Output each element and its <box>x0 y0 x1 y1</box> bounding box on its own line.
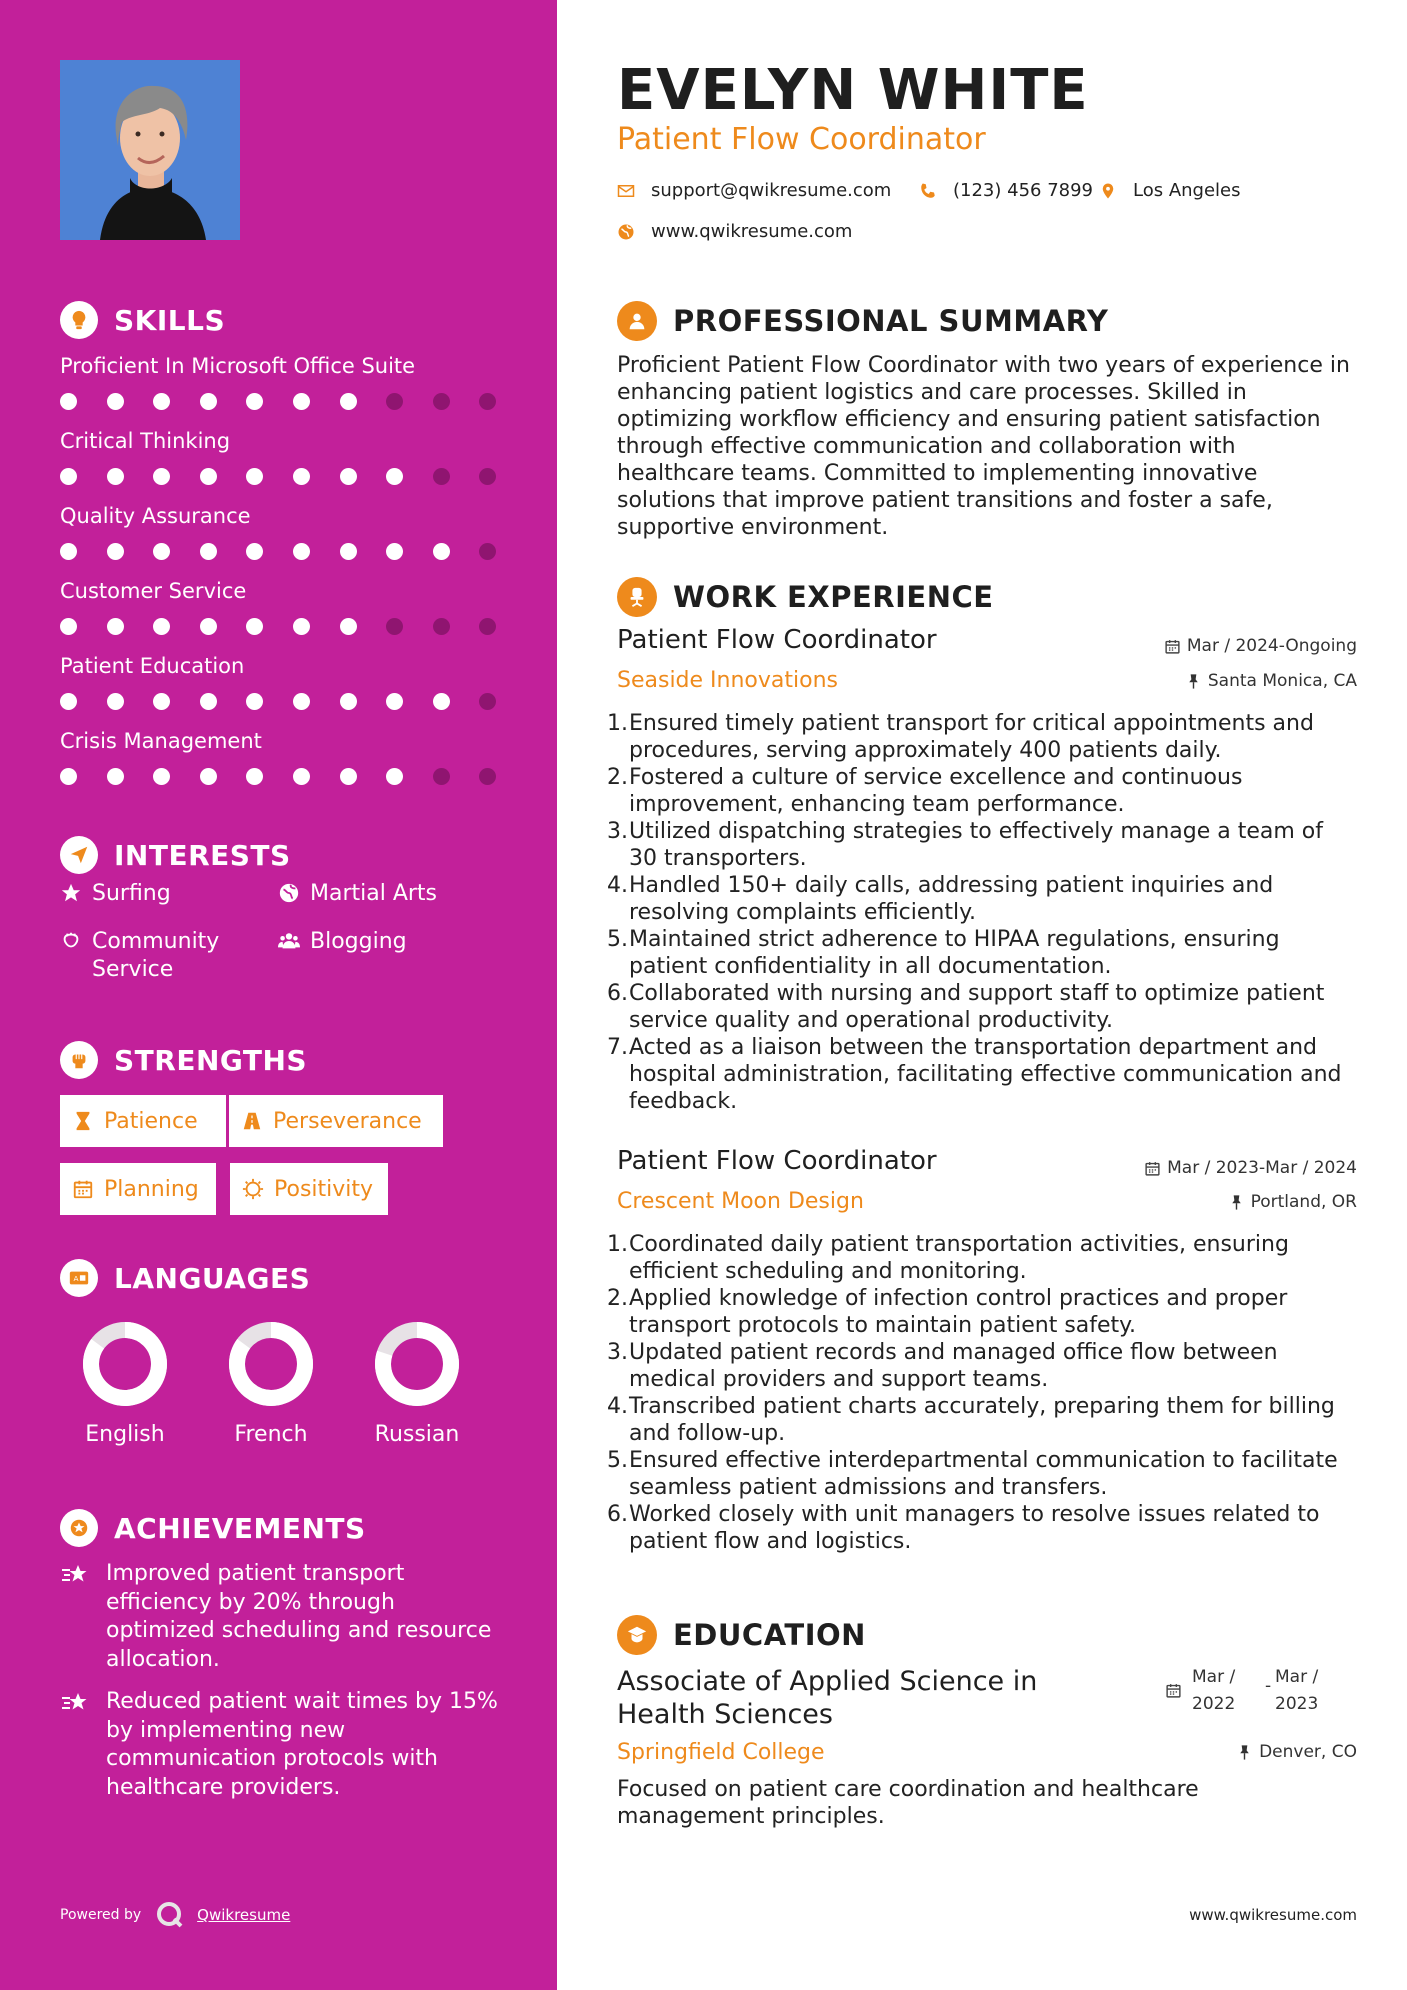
strength-tag <box>60 1095 226 1147</box>
education-location-text: Denver, CO <box>1259 1742 1357 1762</box>
shooting-star-icon <box>60 1560 90 1590</box>
skill-dot <box>60 393 77 410</box>
start-year: 2022 <box>1192 1694 1236 1714</box>
skill-dot <box>340 543 357 560</box>
skill-dot <box>340 618 357 635</box>
skill-dot <box>153 693 170 710</box>
strength-tag <box>230 1163 388 1215</box>
interest-label: Community Service <box>92 929 220 982</box>
skill-rating <box>60 766 510 786</box>
qwikresume-logo-icon <box>155 1900 185 1930</box>
language-item <box>352 1320 482 1447</box>
sun-icon <box>242 1178 264 1200</box>
achievement-item <box>60 1560 500 1674</box>
experience-heading <box>617 576 994 618</box>
road-icon <box>241 1110 263 1132</box>
powered-by <box>60 1900 290 1930</box>
skill-dot <box>340 468 357 485</box>
skill-dot <box>340 768 357 785</box>
skill-dot <box>479 693 496 710</box>
skill-rating <box>60 391 510 411</box>
education-start <box>1192 1664 1235 1718</box>
email-text[interactable]: support@qwikresume.com <box>651 180 892 201</box>
calendar-icon <box>1144 1160 1161 1177</box>
skill-dot <box>293 543 310 560</box>
job-location <box>1185 671 1357 691</box>
duty-text: Acted as a liaison between the transportation department and hospital administration, facilitating effective communication and feedback. <box>629 1035 1342 1114</box>
duty-item: 1. Coordinated daily patient transportation activities, ensuring efficient scheduling and monitoring. <box>617 1231 1357 1285</box>
strength-label: Positivity <box>274 1176 374 1202</box>
skill-dot <box>386 543 403 560</box>
skill-name: Crisis Management <box>60 729 262 753</box>
trophy-star-icon <box>60 1509 98 1547</box>
skill-rating <box>60 691 510 711</box>
skill-dot <box>433 393 450 410</box>
education-heading <box>617 1614 866 1656</box>
skill-dot <box>433 618 450 635</box>
calendar-icon <box>1165 1682 1182 1699</box>
skill-dot <box>246 393 263 410</box>
language-donut <box>81 1320 169 1408</box>
languages-title: LANGUAGES <box>114 1261 311 1295</box>
summary-title: PROFESSIONAL SUMMARY <box>673 304 1109 338</box>
contact-email <box>617 180 891 201</box>
skill-dot <box>153 543 170 560</box>
map-pin-icon <box>1099 182 1117 200</box>
skill-dot <box>60 468 77 485</box>
duty-item: 6. Worked closely with unit managers to resolve issues related to patient flow and logistics. <box>617 1501 1357 1555</box>
skill-item <box>60 650 510 725</box>
language-name: English <box>85 1422 165 1447</box>
skill-dot <box>293 768 310 785</box>
candidate-name: EVELYN WHITE <box>617 58 1089 123</box>
graduate-icon <box>617 1615 657 1655</box>
skill-dot <box>293 393 310 410</box>
skill-dot <box>479 543 496 560</box>
contact-phone <box>919 180 1093 201</box>
skill-dot <box>60 693 77 710</box>
skill-dot <box>386 393 403 410</box>
duty-text: Transcribed patient charts accurately, preparing them for billing and follow-up. <box>629 1394 1335 1446</box>
language-donut <box>373 1320 461 1408</box>
hand-icon <box>60 930 82 952</box>
contact-website <box>617 221 852 242</box>
skill-dot <box>479 468 496 485</box>
duty-text: Updated patient records and managed office flow between medical providers and support teams. <box>629 1340 1278 1392</box>
duty-text: Utilized dispatching strategies to effectively manage a team of 30 transporters. <box>629 819 1324 871</box>
sidebar <box>0 0 557 1990</box>
location-text: Los Angeles <box>1133 180 1241 201</box>
strength-label: Patience <box>104 1108 198 1134</box>
duty-item: 7. Acted as a liaison between the transportation department and hospital administration, facilitating effective communication and feedback. <box>617 1034 1357 1115</box>
skill-name: Critical Thinking <box>60 429 231 453</box>
skill-dot <box>153 768 170 785</box>
contact-location <box>1099 180 1241 201</box>
skill-dot <box>200 468 217 485</box>
duty-text: Maintained strict adherence to HIPAA regulations, ensuring patient confidentiality in all documentation. <box>629 927 1280 979</box>
language-name: Russian <box>374 1422 460 1447</box>
degree-title: Associate of Applied Science in Health Sciences <box>617 1666 1038 1730</box>
skill-dot <box>60 618 77 635</box>
languages-heading <box>60 1258 310 1298</box>
skill-dot <box>200 693 217 710</box>
job-location-text: Santa Monica, CA <box>1207 671 1357 691</box>
skills-heading <box>60 300 225 340</box>
skills-title: SKILLS <box>114 303 226 337</box>
duty-item: 5. Ensured effective interdepartmental communication to facilitate seamless patient admissions and transfers. <box>617 1447 1357 1501</box>
duty-item: 5. Maintained strict adherence to HIPAA regulations, ensuring patient confidentiality in all documentation. <box>617 926 1357 980</box>
duty-item: 1. Ensured timely patient transport for critical appointments and procedures, serving approximately 400 patients daily. <box>617 710 1357 764</box>
users-icon <box>278 930 300 952</box>
language-name: French <box>234 1422 308 1447</box>
job-dates <box>1164 636 1357 656</box>
strengths-title: STRENGTHS <box>114 1043 308 1077</box>
school-name: Springfield College <box>617 1740 825 1765</box>
skill-item <box>60 500 510 575</box>
skill-dot <box>340 393 357 410</box>
job-dates <box>1144 1158 1357 1178</box>
skills-list <box>60 350 510 800</box>
skill-dot <box>479 393 496 410</box>
pushpin-icon <box>1236 1744 1253 1761</box>
skill-rating <box>60 466 510 486</box>
duty-text: Fostered a culture of service excellence and continuous improvement, enhancing team performance. <box>629 765 1243 817</box>
strength-label: Planning <box>104 1176 199 1202</box>
skill-dot <box>386 693 403 710</box>
duty-text: Applied knowledge of infection control practices and proper transport protocols to maintain patient safety. <box>629 1286 1288 1338</box>
lightbulb-icon <box>60 301 98 339</box>
duty-item: 4. Transcribed patient charts accurately, preparing them for billing and follow-up. <box>617 1393 1357 1447</box>
pushpin-icon <box>1185 673 1202 690</box>
skill-dot <box>107 768 124 785</box>
skill-name: Proficient In Microsoft Office Suite <box>60 354 416 378</box>
job-duties <box>607 710 1357 1115</box>
brand-link[interactable]: Qwikresume <box>197 1906 291 1924</box>
achievements-heading <box>60 1508 366 1548</box>
experience-title: WORK EXPERIENCE <box>673 580 994 614</box>
job-company: Seaside Innovations <box>617 668 838 693</box>
skill-dot <box>246 618 263 635</box>
summary-heading <box>617 300 1108 342</box>
skill-dot <box>246 693 263 710</box>
duty-item: 3. Updated patient records and managed office flow between medical providers and support teams. <box>617 1339 1357 1393</box>
skill-dot <box>107 618 124 635</box>
skill-dot <box>479 768 496 785</box>
education-title: EDUCATION <box>673 1618 866 1652</box>
envelope-icon <box>617 182 635 200</box>
skill-dot <box>200 393 217 410</box>
skill-dot <box>386 468 403 485</box>
skill-dot <box>107 468 124 485</box>
svg-text:A: A <box>73 1274 79 1284</box>
shooting-star-icon <box>60 1688 90 1718</box>
skill-name: Patient Education <box>60 654 245 678</box>
job-company: Crescent Moon Design <box>617 1189 864 1214</box>
skill-dot <box>246 768 263 785</box>
skill-dot <box>107 693 124 710</box>
duty-item: 6. Collaborated with nursing and support staff to optimize patient service quality and operational productivity. <box>617 980 1357 1034</box>
skill-dot <box>107 393 124 410</box>
interests-title: INTERESTS <box>114 838 291 872</box>
duty-item: 4. Handled 150+ daily calls, addressing patient inquiries and resolving complaints efficiently. <box>617 872 1357 926</box>
interest-item <box>278 928 407 956</box>
duty-text: Coordinated daily patient transportation activities, ensuring efficient scheduling and monitoring. <box>629 1232 1289 1284</box>
powered-by-label: Powered by <box>60 1907 142 1923</box>
calendar-icon <box>1164 638 1181 655</box>
paper-plane-icon <box>60 836 98 874</box>
end-year: 2023 <box>1275 1694 1319 1714</box>
language-icon <box>60 1259 98 1297</box>
duty-text: Ensured timely patient transport for critical appointments and procedures, serving approximately 400 patients daily. <box>629 711 1314 763</box>
interests-heading <box>60 835 291 875</box>
language-item <box>60 1320 190 1447</box>
skill-rating <box>60 541 510 561</box>
user-icon <box>617 301 657 341</box>
office-chair-icon <box>617 577 657 617</box>
job-title: Patient Flow Coordinator <box>617 1146 937 1176</box>
skill-dot <box>386 768 403 785</box>
skill-dot <box>340 693 357 710</box>
language-donut <box>227 1320 315 1408</box>
job-dates-text: Mar / 2024-Ongoing <box>1186 636 1357 656</box>
interest-label: Surfing <box>92 881 171 906</box>
job-location-text: Portland, OR <box>1250 1192 1357 1212</box>
interest-label: Martial Arts <box>310 881 438 906</box>
skill-dot <box>153 468 170 485</box>
skill-dot <box>153 393 170 410</box>
job-dates-text: Mar / 2023-Mar / 2024 <box>1167 1158 1357 1178</box>
skill-rating <box>60 616 510 636</box>
education-location <box>1236 1742 1357 1762</box>
skill-dot <box>200 618 217 635</box>
globe-icon <box>278 882 300 904</box>
skill-name: Customer Service <box>60 579 247 603</box>
skill-item <box>60 725 510 800</box>
candidate-role: Patient Flow Coordinator <box>617 122 986 157</box>
duty-item: 2. Applied knowledge of infection control practices and proper transport protocols to maintain patient safety. <box>617 1285 1357 1339</box>
language-item <box>206 1320 336 1447</box>
website-text[interactable]: www.qwikresume.com <box>651 221 853 242</box>
summary-text: Proficient Patient Flow Coordinator with two years of experience in enhancing patient logistics and care processes. Skilled in optimizing workflow efficiency and ensuring patient satisfaction through effective communication and collaboration with healthcare teams. Committed to implementing innovative solutions that improve patient transitions and foster a safe, supportive environment. <box>617 353 1350 540</box>
duty-text: Handled 150+ daily calls, addressing patient inquiries and resolving complaints efficiently. <box>629 873 1274 925</box>
phone-text: (123) 456 7899 <box>953 180 1094 201</box>
education-description: Focused on patient care coordination and healthcare management principles. <box>617 1777 1199 1829</box>
phone-icon <box>919 182 937 200</box>
skill-dot <box>386 618 403 635</box>
skill-dot <box>433 468 450 485</box>
skill-dot <box>246 468 263 485</box>
skill-dot <box>60 768 77 785</box>
skill-dot <box>153 618 170 635</box>
pushpin-icon <box>1228 1194 1245 1211</box>
end-month: Mar / <box>1275 1667 1319 1687</box>
duty-item: 3. Utilized dispatching strategies to effectively manage a team of 30 transporters. <box>617 818 1357 872</box>
duty-text: Ensured effective interdepartmental communication to facilitate seamless patient admissions and transfers. <box>629 1448 1338 1500</box>
fist-icon <box>60 1041 98 1079</box>
achievement-item <box>60 1688 500 1802</box>
interest-item <box>278 880 437 908</box>
interest-item <box>60 880 171 908</box>
calendar-icon <box>72 1178 94 1200</box>
duty-item: 2. Fostered a culture of service excellence and continuous improvement, enhancing team performance. <box>617 764 1357 818</box>
skill-dot <box>433 693 450 710</box>
strength-tag <box>60 1163 216 1215</box>
skill-dot <box>433 768 450 785</box>
interest-label: Blogging <box>310 929 407 954</box>
skill-dot <box>200 543 217 560</box>
education-end <box>1275 1664 1318 1718</box>
achievements-title: ACHIEVEMENTS <box>114 1511 366 1545</box>
skill-item <box>60 350 510 425</box>
skill-dot <box>433 543 450 560</box>
skill-dot <box>246 543 263 560</box>
strength-tag <box>229 1095 443 1147</box>
job-location <box>1228 1192 1357 1212</box>
profile-photo <box>60 60 240 240</box>
strength-label: Perseverance <box>273 1108 422 1134</box>
footer-url[interactable]: www.qwikresume.com <box>1189 1906 1357 1924</box>
skill-dot <box>479 618 496 635</box>
skill-name: Quality Assurance <box>60 504 251 528</box>
skill-dot <box>293 468 310 485</box>
skill-dot <box>293 618 310 635</box>
skill-item <box>60 575 510 650</box>
strengths-heading <box>60 1040 307 1080</box>
interest-item <box>60 928 240 984</box>
globe-icon <box>617 223 635 241</box>
job-duties <box>607 1231 1357 1555</box>
skill-item <box>60 425 510 500</box>
duty-text: Collaborated with nursing and support staff to optimize patient service quality and operational productivity. <box>629 981 1325 1033</box>
start-month: Mar / <box>1192 1667 1236 1687</box>
skill-dot <box>293 693 310 710</box>
date-separator: - <box>1265 1676 1272 1696</box>
hourglass-icon <box>72 1110 94 1132</box>
job-title: Patient Flow Coordinator <box>617 625 937 655</box>
star-icon <box>60 882 82 904</box>
achievement-text: Reduced patient wait times by 15% by implementing new communication protocols with healthcare providers. <box>106 1689 498 1800</box>
duty-text: Worked closely with unit managers to resolve issues related to patient flow and logistics. <box>629 1502 1320 1554</box>
achievement-text: Improved patient transport efficiency by 20% through optimized scheduling and resource allocation. <box>106 1561 492 1672</box>
skill-dot <box>60 543 77 560</box>
skill-dot <box>200 768 217 785</box>
skill-dot <box>107 543 124 560</box>
